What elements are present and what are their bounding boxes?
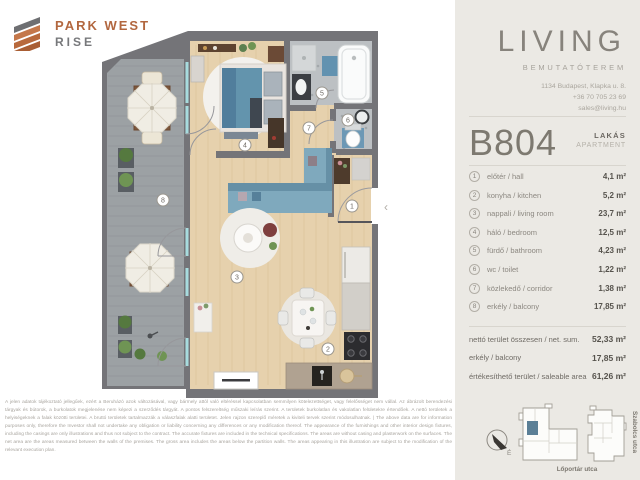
unit-type-hu: LAKÁS [594, 131, 626, 140]
pan [340, 369, 354, 383]
divider [469, 116, 626, 117]
unit-id: B804 [469, 122, 558, 163]
list-item [469, 190, 626, 201]
street-label-right: Szabolcs utca [631, 411, 638, 453]
marker-3 [231, 271, 243, 283]
room-area: 12,5 m² [598, 227, 626, 237]
legal-disclaimer: A jelen adatok tájékoztató jellegűek, ezért a Beruházó azok változásával, vagy bármely attól való eltéréssel kapcsolatban semmilyen kötelezettséget, vagy felelősséget nem vállal. Az ábrázolt berendezési tárgyak és bútorok, a burkolatok megjelenése nem képezi a szerződés tárgyát. A pontos felszereltség műszaki leírás szerint. A területek burkolatlan és vakolatlan felületekre értendőek. A nettó területek a helyiségeknek a falak közötti területei. A bruttó területek tartalmazzák a válaszfalak alatti területet. Jelen rajzon szereplő méretek a kiviteli tervek szerint módosulhatnak. | The above data are for information purposes only, therefore the Investor shall not undertake any obligation or liability concerning any differences or any modification thereof. The appearance of the furnishings and other interior design fixtures, including the casings are only illustrations and thus not subject to the contract. The accurate fixtures are included in the technical specifications. The areas are without casing and plasterwork on the surfaces. The net area are the areas measured between the walls of the premises. The gross area includes the areas below the partition walls. The areas appearing in this illustration are subject to the modification of the relevant execution plan. [5, 400, 452, 453]
marker-1 [346, 200, 358, 212]
total-label: értékesíthető terület / saleable area [469, 371, 587, 381]
brand-subname: RISE [55, 34, 96, 49]
showroom-title: LIVING [497, 25, 626, 58]
divider [469, 326, 626, 327]
highlighted-unit [527, 421, 538, 435]
svg-text:1: 1 [350, 203, 354, 211]
marker-4 [239, 139, 251, 151]
compass-icon [487, 430, 512, 457]
total-row [469, 353, 626, 363]
room-area: 4,1 m² [602, 172, 626, 181]
svg-text:2: 2 [326, 346, 330, 354]
room-number-badge: 8 [469, 301, 480, 312]
room-area: 4,23 m² [598, 246, 626, 256]
brand-stripes-icon [14, 15, 46, 51]
hall-mat [352, 158, 370, 180]
entrance-chevron-icon: ‹ [384, 200, 388, 214]
room-label: wc / toilet [487, 264, 519, 274]
svg-text:8: 8 [161, 197, 165, 205]
list-item [469, 301, 626, 312]
console-table [194, 303, 212, 332]
list-item [469, 171, 626, 182]
svg-text:4: 4 [243, 142, 247, 150]
showroom-email: sales@living.hu [578, 104, 626, 112]
svg-text:5: 5 [320, 90, 324, 98]
marker-5 [316, 87, 328, 99]
room-number-badge: 4 [469, 227, 480, 238]
brand-name: PARK WEST [55, 17, 151, 33]
total-label: nettó terület összesen / net. sum. [469, 334, 580, 344]
room-label: nappali / living room [487, 209, 554, 219]
room-area: 1,38 m² [598, 283, 626, 293]
stove [344, 332, 370, 360]
floor-plan [100, 25, 400, 403]
room-area: 5,2 m² [602, 190, 626, 200]
total-label: erkély / balcony [469, 353, 522, 362]
room-number-badge: 3 [469, 208, 480, 219]
marker-6 [342, 114, 354, 126]
fridge [342, 247, 370, 283]
street-label-bottom: Lőportár utca [556, 466, 598, 473]
list-item [469, 283, 626, 294]
svg-text:É: É [507, 450, 512, 457]
room-label: háló / bedroom [487, 227, 538, 237]
svg-text:7: 7 [307, 125, 311, 133]
room-area: 17,85 m² [593, 302, 626, 312]
room-area: 23,7 m² [598, 209, 626, 219]
room-label: előtér / hall [487, 172, 524, 181]
list-item [469, 245, 626, 256]
dining-table [292, 300, 324, 336]
svg-text:6: 6 [346, 117, 350, 125]
showroom-address: 1134 Budapest, Klapka u. 8. [541, 83, 626, 90]
totals [469, 334, 626, 381]
marker-2 [322, 343, 334, 355]
showroom-phone: +36 70 705 23 69 [572, 93, 626, 101]
nightstand [268, 46, 284, 62]
wardrobe [268, 118, 284, 148]
showroom-subtitle: BEMUTATÓTEREM [522, 63, 626, 72]
room-number-badge: 1 [469, 171, 480, 182]
room-number-badge: 7 [469, 283, 480, 294]
total-value: 61,26 m² [591, 371, 626, 381]
washing-machine [356, 111, 369, 124]
marker-8 [157, 194, 169, 206]
unit-type-en: APARTMENT [576, 142, 626, 149]
room-list [469, 171, 626, 312]
unit-type [576, 131, 626, 149]
list-item [469, 264, 626, 275]
list-item [469, 208, 626, 219]
bathtub [338, 45, 370, 103]
svg-text:3: 3 [235, 274, 239, 282]
toilet [346, 131, 360, 147]
total-row [469, 334, 626, 344]
room-number-badge: 2 [469, 190, 480, 201]
showroom-contact [541, 82, 626, 115]
total-value: 52,33 m² [591, 334, 626, 344]
room-label: erkély / balcony [487, 302, 540, 312]
room-label: fürdő / bathroom [487, 246, 543, 256]
site-map [455, 393, 640, 478]
bath-mat [322, 56, 338, 76]
list-item [469, 227, 626, 238]
room-area: 1,22 m² [598, 264, 626, 274]
room-label: közlekedő / corridor [487, 283, 553, 293]
room-label: konyha / kitchen [487, 190, 542, 200]
building-neighbor [588, 410, 624, 461]
south-window [214, 372, 258, 389]
room-number-badge: 6 [469, 264, 480, 275]
info-panel [455, 0, 640, 480]
divider [469, 165, 626, 166]
total-value: 17,85 m² [591, 352, 626, 363]
room-number-badge: 5 [469, 245, 480, 256]
total-row [469, 371, 626, 381]
marker-7 [303, 122, 315, 134]
